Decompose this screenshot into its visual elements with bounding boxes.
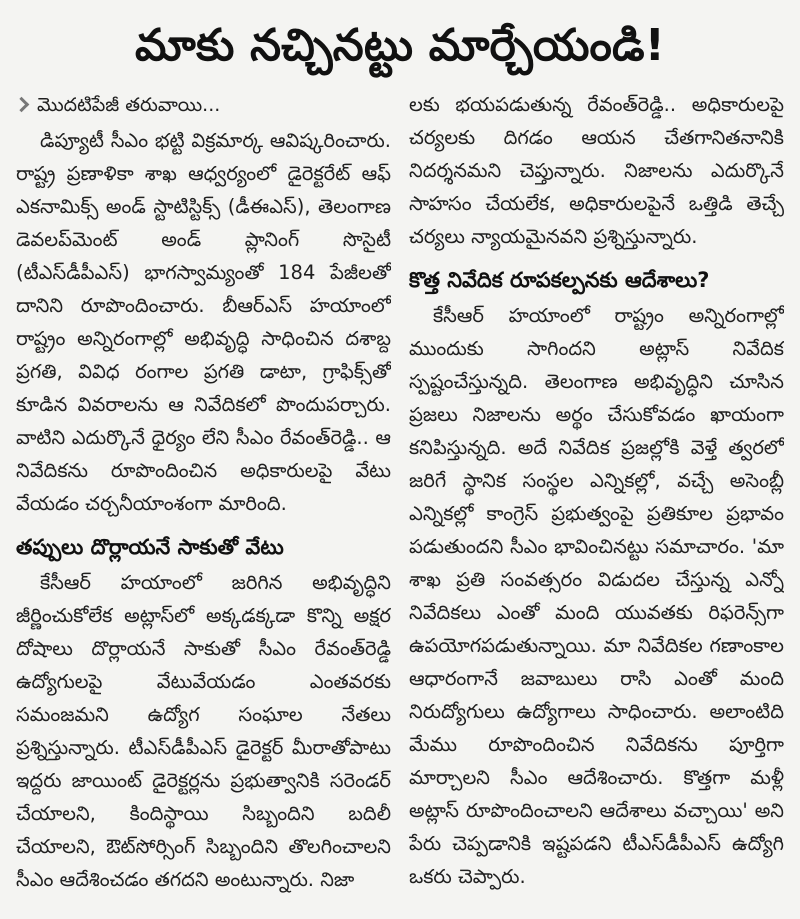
right-column [409,88,784,905]
left-paragraph-1: డిప్యూటీ సీఎం భట్టి విక్రమార్క ఆవిష్కరించారు. రాష్ట్ర ప్రణాళికా శాఖ ఆధ్వర్యంలో డైరెక్టరేట్ ఆఫ్ ఎకనామిక్స్ అండ్ స్టాటిస్టిక్స్ (డీఈఎస్), తెలంగాణ డెవలప్‌మెంట్ అండ్ ప్లానింగ్ సొసైటీ (టీఎస్‌డీపీఎస్) భాగస్వామ్యంతో 184 పేజీలతో దానిని రూపొందించారు. బీఆర్‌ఎస్ హయాంలో రాష్ట్రం అన్నిరంగాల్లో అభివృద్ధి సాధించిన దశాబ్ద ప్రగతి, వివిధ రంగాల ప్రగతి డాటా, గ్రాఫిక్స్‌తో కూడిన వివరాలను ఆ నివేదికలో పొందుపర్చారు. వాటిని ఎదుర్కొనే ధైర్యం లేని సీఎం రేవంత్‌రెడ్డి.. ఆ నివేదికను రూపొందించిన అధికారులపై వేటు వేయడం చర్చనీయాంశంగా మారింది. [16,129,391,515]
left-paragraph-2: కేసీఆర్ హయాంలో జరిగిన అభివృద్ధిని జీర్ణించుకోలేక అట్లాస్‌లో అక్కడక్కడా కొన్ని అక్షర దోషాలు దొర్లాయనే సాకుతో సీఎం రేవంత్‌రెడ్డి ఉద్యోగులపై వేటువేయడం ఎంతవరకు సమంజమని ఉద్యోగ సంఘాల నేతలు ప్రశ్నిస్తున్నారు. టీఎస్‌డీపీఎస్ డైరెక్టర్ మీరాతోపాటు ఇద్దరు జాయింట్ డైరెక్టర్లను ప్రభుత్వానికి సరెండర్ చేయాలని, కిందిస్థాయి సిబ్బందిని బదిలీ చేయాలని, ఔట్‌సోర్సింగ్ సిబ్బందిని తొలగించాలని సీఎం ఆదేశించడం తగదని అంటున్నారు. నిజా [16,571,391,891]
left-column [16,88,391,905]
right-subheading: కొత్త నివేదిక రూపకల్పనకు ఆదేశాలు? [409,268,710,292]
continuation-line [16,90,391,120]
headline: మాకు నచ్చినట్టు మార్చేయండి! [135,20,665,71]
left-subheading: తప్పులు దొర్లాయనే సాకుతో వేటు [16,535,284,559]
chevron-right-icon [16,98,30,112]
continuation-label: మొదటిపేజీ తరువాయి... [37,94,221,116]
right-paragraph-2: కేసీఆర్ హయాంలో రాష్ట్రం అన్నిరంగాల్లో ముందుకు సాగిందని అట్లాస్ నివేదిక స్పష్టంచేస్తున్నది. తెలంగాణ అభివృద్ధిని చూసిన ప్రజలు నిజాలను అర్థం చేసుకోవడం ఖాయంగా కనిపిస్తున్నది. అదే నివేదిక ప్రజల్లోకి వెళ్తే త్వరలో జరిగే స్థానిక సంస్థల ఎన్నికల్లో, వచ్చే అసెంబ్లీ ఎన్నికల్లో కాంగ్రెస్ ప్రభుత్వంపై ప్రతికూల ప్రభావం పడుతుందని సీఎం భావించినట్టు సమాచారం. 'మా శాఖ ప్రతి సంవత్సరం విడుదల చేస్తున్న ఎన్నో నివేదికలు ఎంతో మంది యువతకు రిఫరెన్స్‌గా ఉపయోగపడుతున్నాయి. మా నివేదికల గణాంకాల ఆధారంగానే జవాబులు రాసి ఎంతో మంది నిరుద్యోగులు ఉద్యోగాలు సాధించారు. అలాంటిది మేము రూపొందించిన నివేదికను పూర్తిగా మార్చాలని సీఎం ఆదేశించారు. కొత్తగా మళ్లీ అట్లాస్ రూపొందించాలని ఆదేశాలు వచ్చాయి' అని పేరు చెప్పడానికి ఇష్టపడని టీఎస్‌డీపీఎస్ ఉద్యోగి ఒకరు చెప్పారు. [409,304,784,888]
right-paragraph-1: లకు భయపడుతున్న రేవంత్‌రెడ్డి.. అధికారులపై చర్యలకు దిగడం ఆయన చేతగానితనానికి నిదర్శనమని చెప్తున్నారు. నిజాలను ఎదుర్కొనే సాహసం చేయలేక, అధికారులపైనే ఒత్తిడి తెచ్చే చర్యలు న్యాయమైనవని ప్రశ్నిస్తున్నారు. [409,93,784,248]
article-columns [16,88,784,905]
